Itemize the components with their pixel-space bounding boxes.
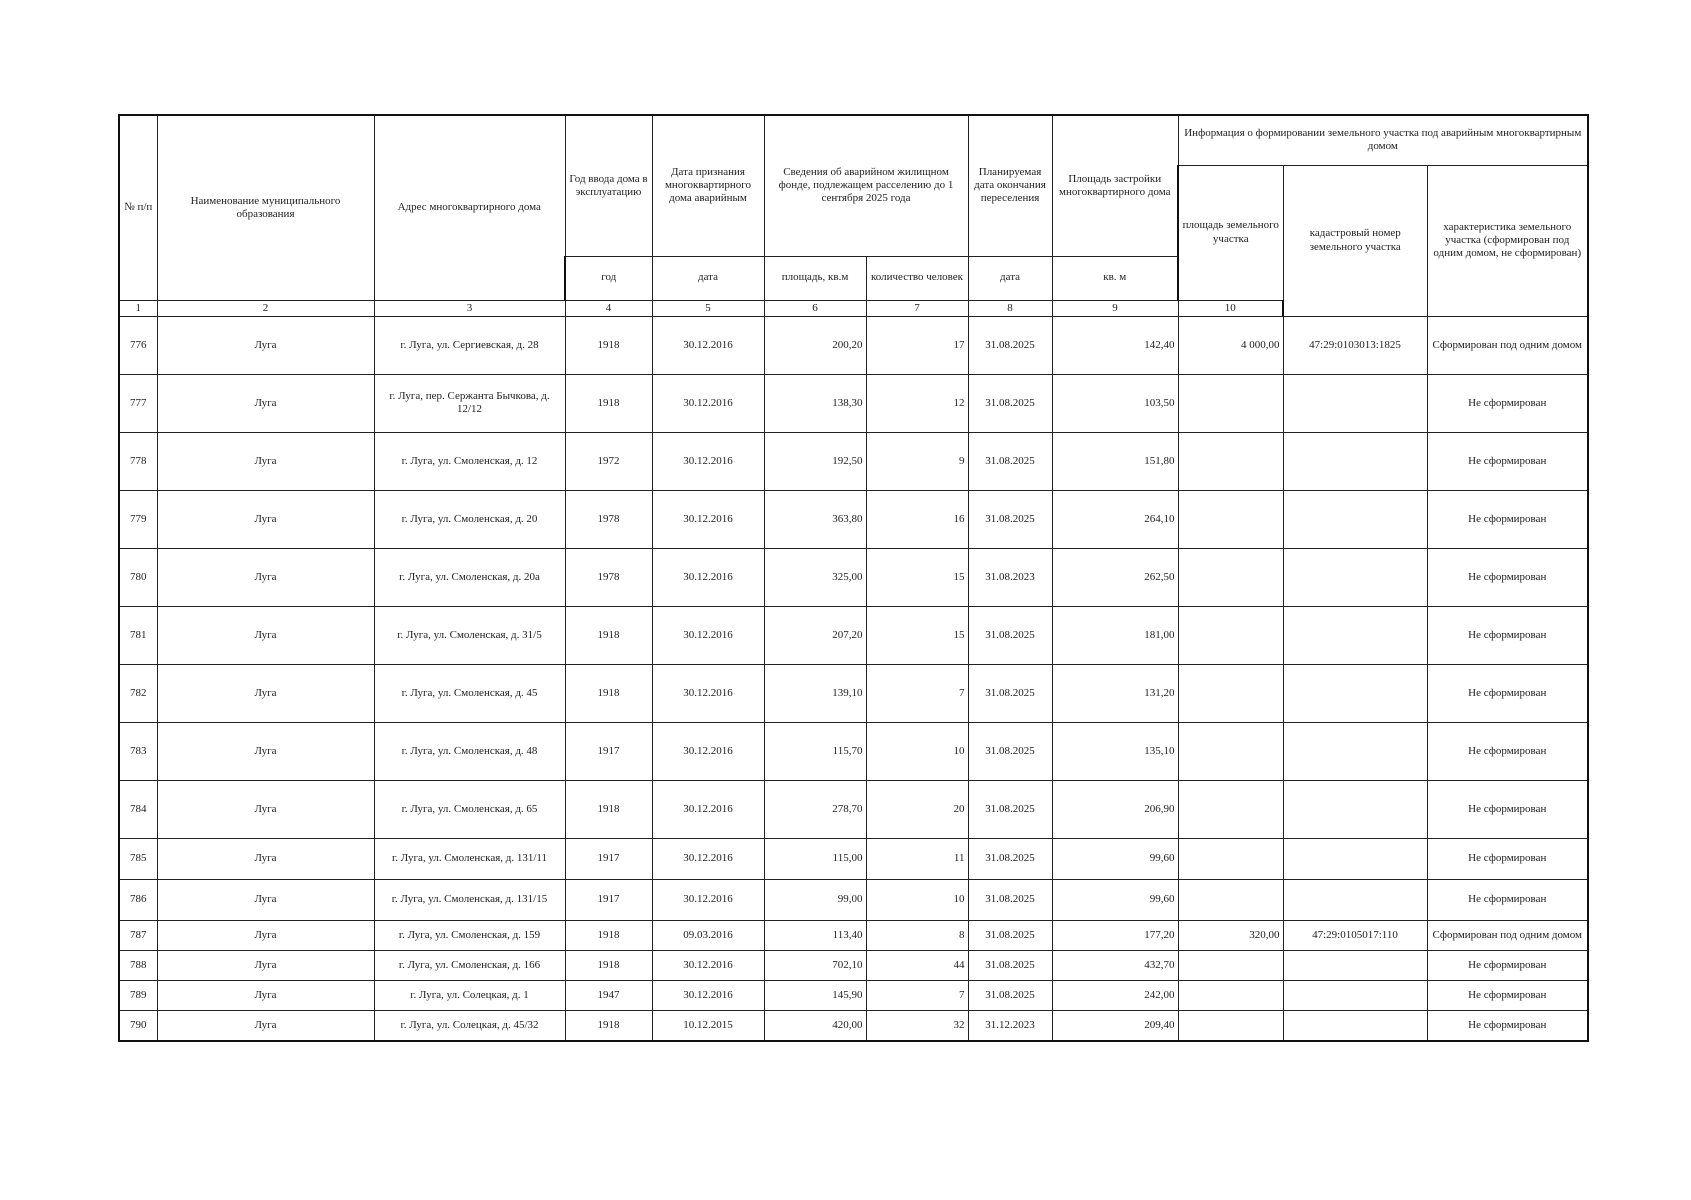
cell-cadastral-number: [1283, 722, 1427, 780]
cell-row-number: 788: [119, 950, 157, 980]
cell-municipality: Луга: [157, 950, 374, 980]
cell-planned-date: 31.08.2025: [968, 316, 1052, 374]
cell-area: 99,00: [764, 879, 866, 920]
cell-municipality: Луга: [157, 316, 374, 374]
cell-row-number: 777: [119, 374, 157, 432]
cell-area: 115,70: [764, 722, 866, 780]
cell-planned-date: 31.08.2025: [968, 950, 1052, 980]
cell-building-area: 209,40: [1052, 1010, 1178, 1041]
cell-address: г. Луга, ул. Смоленская, д. 159: [374, 920, 565, 950]
cell-land-status: Не сформирован: [1427, 374, 1588, 432]
cell-emergency-date: 30.12.2016: [652, 316, 764, 374]
table-row: [119, 980, 1588, 1010]
header-commission-year: Год ввода дома в эксплуатацию: [565, 115, 652, 256]
cell-municipality: Луга: [157, 374, 374, 432]
cell-land-status: Не сформирован: [1427, 432, 1588, 490]
table-row: [119, 950, 1588, 980]
cell-building-area: 262,50: [1052, 548, 1178, 606]
cell-people: 44: [866, 950, 968, 980]
header-cadastral-number: кадастровый номер земельного участка: [1283, 165, 1427, 316]
cell-municipality: Луга: [157, 664, 374, 722]
table-row: [119, 490, 1588, 548]
unit-year: год: [565, 256, 652, 300]
cell-land-area: [1178, 722, 1283, 780]
cell-land-area: [1178, 780, 1283, 838]
unit-sq-m: кв. м: [1052, 256, 1178, 300]
table-row: [119, 722, 1588, 780]
cell-building-area: 135,10: [1052, 722, 1178, 780]
table-row: [119, 432, 1588, 490]
cell-row-number: 781: [119, 606, 157, 664]
cell-row-number: 787: [119, 920, 157, 950]
table-row: [119, 374, 1588, 432]
cell-address: г. Луга, ул. Смоленская, д. 65: [374, 780, 565, 838]
cell-row-number: 786: [119, 879, 157, 920]
header-land-characteristic: характеристика земельного участка (сформирован под одним домом, не сформирован): [1427, 165, 1588, 316]
cell-address: г. Луга, ул. Смоленская, д. 131/15: [374, 879, 565, 920]
unit-area: площадь, кв.м: [764, 256, 866, 300]
cell-year: 1978: [565, 548, 652, 606]
header-land-area: площадь земельного участка: [1178, 165, 1283, 300]
cell-land-area: [1178, 374, 1283, 432]
cell-cadastral-number: [1283, 950, 1427, 980]
cell-address: г. Луга, ул. Сергиевская, д. 28: [374, 316, 565, 374]
header-emergency-date: Дата признания многоквартирного дома аварийным: [652, 115, 764, 256]
cell-row-number: 784: [119, 780, 157, 838]
cell-land-status: Не сформирован: [1427, 722, 1588, 780]
cell-address: г. Луга, ул. Смоленская, д. 45: [374, 664, 565, 722]
cell-area: 192,50: [764, 432, 866, 490]
cell-address: г. Луга, ул. Смоленская, д. 12: [374, 432, 565, 490]
cell-planned-date: 31.08.2025: [968, 780, 1052, 838]
cell-land-status: Не сформирован: [1427, 490, 1588, 548]
cell-people: 8: [866, 920, 968, 950]
cell-municipality: Луга: [157, 980, 374, 1010]
cell-area: 207,20: [764, 606, 866, 664]
cell-land-status: Не сформирован: [1427, 980, 1588, 1010]
col-number: 2: [157, 300, 374, 316]
cell-building-area: 142,40: [1052, 316, 1178, 374]
cell-year: 1947: [565, 980, 652, 1010]
cell-people: 17: [866, 316, 968, 374]
cell-address: г. Луга, пер. Сержанта Бычкова, д. 12/12: [374, 374, 565, 432]
cell-emergency-date: 30.12.2016: [652, 722, 764, 780]
cell-cadastral-number: [1283, 432, 1427, 490]
cell-people: 7: [866, 980, 968, 1010]
cell-people: 10: [866, 879, 968, 920]
cell-row-number: 785: [119, 838, 157, 879]
cell-municipality: Луга: [157, 722, 374, 780]
cell-land-area: [1178, 879, 1283, 920]
cell-row-number: 779: [119, 490, 157, 548]
cell-row-number: 776: [119, 316, 157, 374]
cell-municipality: Луга: [157, 780, 374, 838]
cell-land-status: Не сформирован: [1427, 950, 1588, 980]
cell-land-area: 4 000,00: [1178, 316, 1283, 374]
cell-area: 200,20: [764, 316, 866, 374]
cell-planned-date: 31.08.2025: [968, 722, 1052, 780]
cell-land-area: [1178, 1010, 1283, 1041]
col-number: 1: [119, 300, 157, 316]
col-number: 8: [968, 300, 1052, 316]
table-row: [119, 316, 1588, 374]
cell-planned-date: 31.12.2023: [968, 1010, 1052, 1041]
cell-address: г. Луга, ул. Солецкая, д. 45/32: [374, 1010, 565, 1041]
cell-land-status: Не сформирован: [1427, 879, 1588, 920]
cell-planned-date: 31.08.2025: [968, 606, 1052, 664]
cell-land-area: [1178, 606, 1283, 664]
cell-building-area: 151,80: [1052, 432, 1178, 490]
col-number: 4: [565, 300, 652, 316]
cell-building-area: 103,50: [1052, 374, 1178, 432]
cell-municipality: Луга: [157, 548, 374, 606]
header-row-number: № п/п: [119, 115, 157, 300]
cell-cadastral-number: [1283, 548, 1427, 606]
cell-emergency-date: 09.03.2016: [652, 920, 764, 950]
col-number: 10: [1178, 300, 1283, 316]
cell-people: 15: [866, 606, 968, 664]
cell-building-area: 242,00: [1052, 980, 1178, 1010]
cell-land-status: Сформирован под одним домом: [1427, 920, 1588, 950]
cell-emergency-date: 10.12.2015: [652, 1010, 764, 1041]
unit-plan-date: дата: [968, 256, 1052, 300]
cell-planned-date: 31.08.2025: [968, 432, 1052, 490]
cell-cadastral-number: [1283, 664, 1427, 722]
cell-people: 16: [866, 490, 968, 548]
cell-municipality: Луга: [157, 432, 374, 490]
cell-land-status: Сформирован под одним домом: [1427, 316, 1588, 374]
cell-building-area: 99,60: [1052, 879, 1178, 920]
cell-cadastral-number: [1283, 374, 1427, 432]
cell-year: 1917: [565, 879, 652, 920]
cell-year: 1917: [565, 838, 652, 879]
table-row: [119, 606, 1588, 664]
cell-people: 7: [866, 664, 968, 722]
cell-emergency-date: 30.12.2016: [652, 490, 764, 548]
cell-area: 138,30: [764, 374, 866, 432]
cell-planned-date: 31.08.2025: [968, 490, 1052, 548]
cell-planned-date: 31.08.2025: [968, 879, 1052, 920]
cell-cadastral-number: 47:29:0103013:1825: [1283, 316, 1427, 374]
cell-building-area: 264,10: [1052, 490, 1178, 548]
cell-address: г. Луга, ул. Смоленская, д. 166: [374, 950, 565, 980]
cell-municipality: Луга: [157, 838, 374, 879]
col-number: 9: [1052, 300, 1178, 316]
cell-row-number: 778: [119, 432, 157, 490]
header-land-plot-info: Информация о формировании земельного участка под аварийным многоквартирным домом: [1178, 115, 1588, 165]
table-row: [119, 780, 1588, 838]
cell-emergency-date: 30.12.2016: [652, 838, 764, 879]
cell-planned-date: 31.08.2025: [968, 374, 1052, 432]
unit-people: количество человек: [866, 256, 968, 300]
cell-land-area: [1178, 950, 1283, 980]
resettlement-table: [118, 114, 1589, 1042]
cell-address: г. Луга, ул. Солецкая, д. 1: [374, 980, 565, 1010]
cell-municipality: Луга: [157, 606, 374, 664]
cell-land-area: 320,00: [1178, 920, 1283, 950]
cell-emergency-date: 30.12.2016: [652, 980, 764, 1010]
table-row: [119, 1010, 1588, 1041]
cell-address: г. Луга, ул. Смоленская, д. 20а: [374, 548, 565, 606]
cell-area: 145,90: [764, 980, 866, 1010]
cell-building-area: 206,90: [1052, 780, 1178, 838]
cell-year: 1972: [565, 432, 652, 490]
cell-planned-date: 31.08.2023: [968, 548, 1052, 606]
cell-building-area: 99,60: [1052, 838, 1178, 879]
cell-row-number: 783: [119, 722, 157, 780]
cell-municipality: Луга: [157, 1010, 374, 1041]
cell-area: 115,00: [764, 838, 866, 879]
cell-people: 12: [866, 374, 968, 432]
cell-land-status: Не сформирован: [1427, 838, 1588, 879]
cell-address: г. Луга, ул. Смоленская, д. 131/11: [374, 838, 565, 879]
cell-municipality: Луга: [157, 920, 374, 950]
cell-address: г. Луга, ул. Смоленская, д. 31/5: [374, 606, 565, 664]
table-row: [119, 664, 1588, 722]
cell-building-area: 432,70: [1052, 950, 1178, 980]
cell-row-number: 789: [119, 980, 157, 1010]
cell-cadastral-number: [1283, 879, 1427, 920]
table-row: [119, 879, 1588, 920]
cell-people: 20: [866, 780, 968, 838]
cell-area: 139,10: [764, 664, 866, 722]
cell-address: г. Луга, ул. Смоленская, д. 48: [374, 722, 565, 780]
cell-cadastral-number: 47:29:0105017:110: [1283, 920, 1427, 950]
cell-row-number: 790: [119, 1010, 157, 1041]
cell-emergency-date: 30.12.2016: [652, 950, 764, 980]
cell-emergency-date: 30.12.2016: [652, 548, 764, 606]
cell-land-status: Не сформирован: [1427, 606, 1588, 664]
cell-emergency-date: 30.12.2016: [652, 374, 764, 432]
col-number: 7: [866, 300, 968, 316]
cell-people: 10: [866, 722, 968, 780]
cell-land-area: [1178, 432, 1283, 490]
cell-emergency-date: 30.12.2016: [652, 879, 764, 920]
cell-land-status: Не сформирован: [1427, 548, 1588, 606]
cell-area: 325,00: [764, 548, 866, 606]
cell-cadastral-number: [1283, 780, 1427, 838]
cell-emergency-date: 30.12.2016: [652, 432, 764, 490]
cell-people: 9: [866, 432, 968, 490]
cell-cadastral-number: [1283, 606, 1427, 664]
col-number: 3: [374, 300, 565, 316]
cell-year: 1918: [565, 316, 652, 374]
cell-emergency-date: 30.12.2016: [652, 606, 764, 664]
table-row: [119, 838, 1588, 879]
header-municipality: Наименование муниципального образования: [157, 115, 374, 300]
cell-land-area: [1178, 548, 1283, 606]
cell-municipality: Луга: [157, 879, 374, 920]
cell-row-number: 782: [119, 664, 157, 722]
table-row: [119, 548, 1588, 606]
cell-cadastral-number: [1283, 980, 1427, 1010]
cell-planned-date: 31.08.2025: [968, 664, 1052, 722]
header-emergency-fund: Сведения об аварийном жилищном фонде, подлежащем расселению до 1 сентября 2025 года: [764, 115, 968, 256]
cell-year: 1918: [565, 1010, 652, 1041]
cell-municipality: Луга: [157, 490, 374, 548]
cell-building-area: 131,20: [1052, 664, 1178, 722]
cell-building-area: 177,20: [1052, 920, 1178, 950]
cell-year: 1918: [565, 606, 652, 664]
cell-emergency-date: 30.12.2016: [652, 664, 764, 722]
cell-year: 1917: [565, 722, 652, 780]
cell-people: 11: [866, 838, 968, 879]
cell-planned-date: 31.08.2025: [968, 838, 1052, 879]
cell-land-status: Не сформирован: [1427, 1010, 1588, 1041]
cell-people: 32: [866, 1010, 968, 1041]
cell-area: 278,70: [764, 780, 866, 838]
cell-area: 420,00: [764, 1010, 866, 1041]
cell-row-number: 780: [119, 548, 157, 606]
cell-emergency-date: 30.12.2016: [652, 780, 764, 838]
cell-year: 1918: [565, 950, 652, 980]
cell-cadastral-number: [1283, 1010, 1427, 1041]
cell-address: г. Луга, ул. Смоленская, д. 20: [374, 490, 565, 548]
cell-land-area: [1178, 490, 1283, 548]
cell-year: 1918: [565, 664, 652, 722]
cell-land-area: [1178, 838, 1283, 879]
header-planned-date: Планируемая дата окончания переселения: [968, 115, 1052, 256]
table-row: [119, 920, 1588, 950]
cell-people: 15: [866, 548, 968, 606]
cell-cadastral-number: [1283, 490, 1427, 548]
cell-area: 702,10: [764, 950, 866, 980]
cell-area: 363,80: [764, 490, 866, 548]
cell-year: 1918: [565, 920, 652, 950]
cell-land-status: Не сформирован: [1427, 664, 1588, 722]
cell-planned-date: 31.08.2025: [968, 920, 1052, 950]
col-number: 6: [764, 300, 866, 316]
cell-cadastral-number: [1283, 838, 1427, 879]
cell-land-area: [1178, 980, 1283, 1010]
cell-year: 1918: [565, 780, 652, 838]
header-building-area: Площадь застройки многоквартирного дома: [1052, 115, 1178, 256]
col-number: 5: [652, 300, 764, 316]
cell-land-status: Не сформирован: [1427, 780, 1588, 838]
unit-date: дата: [652, 256, 764, 300]
cell-year: 1978: [565, 490, 652, 548]
header-address: Адрес многоквартирного дома: [374, 115, 565, 300]
cell-area: 113,40: [764, 920, 866, 950]
cell-land-area: [1178, 664, 1283, 722]
cell-planned-date: 31.08.2025: [968, 980, 1052, 1010]
cell-year: 1918: [565, 374, 652, 432]
cell-building-area: 181,00: [1052, 606, 1178, 664]
